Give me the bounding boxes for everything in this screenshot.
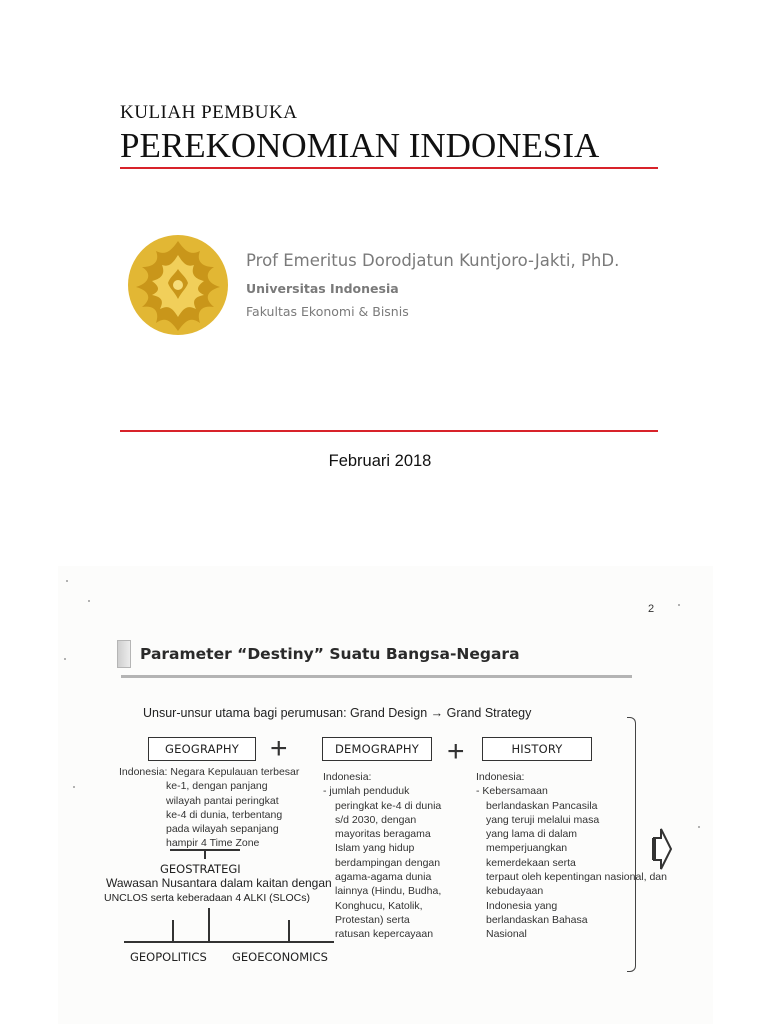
demography-text bbox=[323, 770, 441, 942]
history-box: HISTORY bbox=[482, 737, 592, 761]
text-line: lainnya (Hindu, Budha, bbox=[335, 885, 442, 898]
history-text bbox=[476, 770, 667, 942]
text-line: pada wilayah sepanjang bbox=[166, 823, 279, 836]
text-line: Nasional bbox=[486, 928, 527, 941]
text-line: hampir 4 Time Zone bbox=[166, 837, 260, 850]
university-name: Universitas Indonesia bbox=[246, 281, 399, 296]
text-line: agama-agama dunia bbox=[335, 871, 432, 884]
lecture-date: Februari 2018 bbox=[328, 452, 432, 470]
text-line: Konghucu, Katolik, bbox=[335, 899, 423, 912]
geostrategy-line-2: UNCLOS serta keberadaan 4 ALKI (SLOCs) bbox=[104, 892, 311, 904]
text-line: ratusan kepercayaan bbox=[335, 928, 434, 941]
demography-box: DEMOGRAPHY bbox=[322, 737, 432, 761]
text-line: - jumlah penduduk bbox=[323, 785, 410, 798]
slide-2-title: Parameter “Destiny” Suatu Bangsa-Negara bbox=[140, 645, 520, 663]
text-line: berlandaskan Bahasa bbox=[486, 913, 588, 926]
connector-line bbox=[204, 849, 206, 859]
footer-divider bbox=[120, 430, 658, 432]
tree-branch bbox=[208, 908, 210, 942]
text-line: s/d 2030, dengan bbox=[335, 813, 417, 826]
text-line: Indonesia: bbox=[476, 771, 525, 783]
scan-speck bbox=[73, 786, 75, 788]
connector-line bbox=[170, 849, 240, 851]
page-number: 2 bbox=[648, 603, 655, 615]
title-bullet-box bbox=[117, 640, 131, 668]
text-line: kemerdekaan serta bbox=[486, 856, 576, 869]
scan-speck bbox=[88, 600, 90, 602]
scan-speck bbox=[64, 658, 66, 660]
plus-sign: + bbox=[270, 732, 288, 765]
text-line: ke-1, dengan panjang bbox=[166, 780, 268, 793]
geoeconomics-label: GEOECONOMICS bbox=[232, 950, 328, 964]
slide-title: PEREKONOMIAN INDONESIA bbox=[120, 126, 600, 165]
text-line: Indonesia: bbox=[323, 771, 372, 783]
tree-branch bbox=[172, 920, 174, 942]
tree-branch bbox=[124, 941, 334, 943]
geostrategy-heading: GEOSTRATEGI bbox=[160, 862, 241, 876]
text-line: kebudayaan bbox=[486, 885, 544, 898]
slide-2-title-rule bbox=[121, 675, 632, 678]
scan-speck bbox=[698, 826, 700, 828]
title-divider bbox=[120, 167, 658, 169]
text-line: Indonesia yang bbox=[486, 899, 558, 912]
text-line: berdampingan dengan bbox=[335, 856, 441, 869]
text-line: yang lama di dalam bbox=[486, 828, 578, 841]
text-line: wilayah pantai peringkat bbox=[166, 794, 279, 807]
text-line: peringkat ke-4 di dunia bbox=[335, 799, 442, 812]
text-line: Indonesia: Negara Kepulauan terbesar bbox=[119, 766, 300, 778]
text-line: memperjuangkan bbox=[486, 842, 568, 855]
text-line: mayoritas beragama bbox=[335, 828, 431, 841]
geostrategy-line-1: Wawasan Nusantara dalam kaitan dengan bbox=[106, 876, 332, 890]
text-line: ke-4 di dunia, terbentang bbox=[166, 808, 283, 821]
plus-sign: + bbox=[447, 735, 465, 768]
geopolitics-label: GEOPOLITICS bbox=[130, 950, 207, 964]
text-line: - Kebersamaan bbox=[476, 785, 548, 798]
university-logo bbox=[126, 233, 230, 337]
tree-branch bbox=[288, 920, 290, 942]
geography-text bbox=[119, 765, 299, 851]
faculty-name: Fakultas Ekonomi & Bisnis bbox=[246, 304, 409, 319]
text-line: Protestan) serta bbox=[335, 913, 410, 926]
presenter-name: Prof Emeritus Dorodjatun Kuntjoro-Jakti, PhD. bbox=[246, 251, 620, 270]
scan-speck bbox=[678, 604, 680, 606]
text-line: terpaut oleh kepentingan nasional, dan bbox=[486, 871, 667, 884]
slide-2-subtitle: Unsur-unsur utama bagi perumusan: Grand Design → Grand Strategy bbox=[143, 706, 532, 720]
geography-box: GEOGRAPHY bbox=[148, 737, 256, 761]
scan-speck bbox=[66, 580, 68, 582]
text-line: Islam yang hidup bbox=[335, 842, 415, 855]
text-line: berlandaskan Pancasila bbox=[486, 799, 598, 812]
lecture-kicker: KULIAH PEMBUKA bbox=[120, 102, 298, 123]
text-line: yang teruji melalui masa bbox=[486, 813, 600, 826]
